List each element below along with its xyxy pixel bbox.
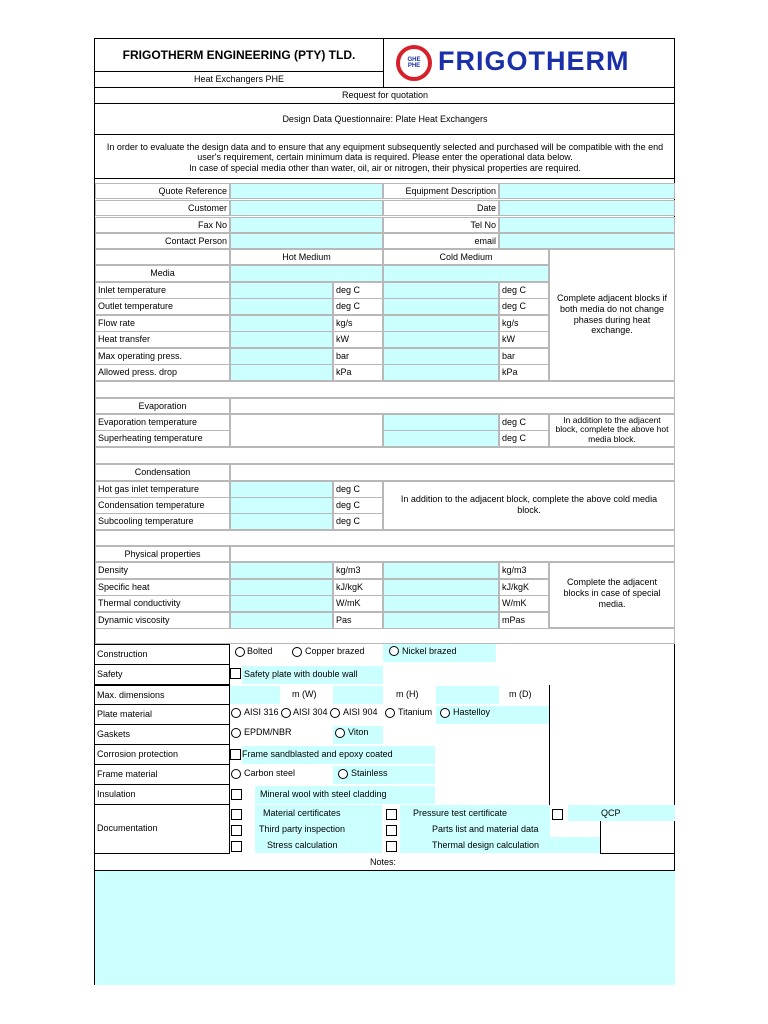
condensation-title: Condensation — [95, 464, 230, 481]
titanium-label: Titanium — [398, 707, 433, 717]
aisi-304-label: AISI 304 — [293, 707, 328, 717]
request-title: Request for quotation — [95, 88, 675, 104]
qcp-label: QCP — [601, 808, 621, 818]
physical-cold-input[interactable] — [383, 562, 499, 579]
carbon-steel-label: Carbon steel — [244, 768, 296, 778]
condensation-unit: deg C — [333, 513, 383, 530]
date-input[interactable] — [499, 200, 675, 216]
safety-checkbox[interactable] — [230, 668, 241, 679]
parts-list-checkbox[interactable] — [386, 825, 397, 836]
condensation-unit: deg C — [333, 497, 383, 514]
physical-cold-unit: W/mK — [499, 595, 549, 612]
evaporation-unit: deg C — [499, 430, 549, 447]
cold-medium-header: Cold Medium — [383, 249, 549, 265]
evaporation-title-fill — [230, 398, 675, 414]
aisi-904-label: AISI 904 — [343, 707, 378, 717]
epdm-nbr-radio[interactable] — [231, 728, 241, 738]
spacer-3 — [95, 530, 675, 546]
hot-value-input[interactable] — [230, 298, 333, 315]
customer-label: Customer — [95, 200, 230, 216]
third-party-checkbox[interactable] — [231, 825, 242, 836]
physical-cold-unit: kJ/kgK — [499, 579, 549, 596]
condensation-row-label: Condensation temperature — [95, 497, 230, 514]
physical-hot-unit: W/mK — [333, 595, 383, 612]
frame-material-label: Frame material — [95, 765, 230, 785]
notes-input[interactable] — [95, 870, 675, 985]
physical-cold-input[interactable] — [383, 595, 499, 612]
physical-hot-unit: Pas — [333, 612, 383, 629]
stress-calc-checkbox[interactable] — [231, 841, 242, 852]
cold-media-input[interactable] — [383, 265, 549, 282]
equipment-description-input[interactable] — [499, 183, 675, 199]
evaporation-title: Evaporation — [95, 398, 230, 414]
condensation-row-label: Hot gas inlet temperature — [95, 481, 230, 498]
pressure-test-checkbox[interactable] — [386, 809, 397, 820]
viton-label: Viton — [348, 727, 369, 737]
media-label: Media — [95, 265, 230, 282]
copper-brazed-label: Copper brazed — [305, 646, 365, 656]
cold-unit: deg C — [499, 282, 549, 299]
cold-value-input[interactable] — [383, 364, 499, 381]
evaporation-unit: deg C — [499, 414, 549, 431]
corrosion-checkbox[interactable] — [230, 749, 241, 760]
bolted-label: Bolted — [247, 646, 273, 656]
evaporation-value-input[interactable] — [383, 414, 499, 431]
height-input[interactable] — [333, 686, 383, 704]
physical-hot-input[interactable] — [230, 562, 333, 579]
cold-value-input[interactable] — [383, 298, 499, 315]
physical-row-label: Specific heat — [95, 579, 230, 596]
height-unit: m (H) — [396, 689, 419, 699]
condensation-title-fill — [230, 464, 675, 481]
third-party-label: Third party inspection — [259, 824, 346, 834]
hot-value-input[interactable] — [230, 331, 333, 348]
evaporation-hot-blank — [230, 414, 383, 447]
hot-value-input[interactable] — [230, 282, 333, 299]
tel-no-label: Tel No — [383, 217, 499, 233]
media-row-label: Heat transfer — [95, 331, 230, 348]
logo — [384, 39, 675, 88]
fax-no-label: Fax No — [95, 217, 230, 233]
fax-no-input[interactable] — [230, 217, 383, 233]
depth-unit: m (D) — [509, 689, 532, 699]
media-row-label: Outlet temperature — [95, 298, 230, 315]
insulation-label: Insulation — [95, 785, 230, 805]
dimension-right-blank — [549, 685, 675, 805]
condensation-unit: deg C — [333, 481, 383, 498]
spacer-2 — [95, 447, 675, 464]
intro-special-media: In case of special media other than water, oil, air or nitrogen, their physical properties are required. — [189, 162, 581, 173]
company-name: FRIGOTHERM ENGINEERING (PTY) TLD. — [95, 39, 384, 72]
cold-unit: deg C — [499, 298, 549, 315]
aisi-316-label: AISI 316 — [244, 707, 279, 717]
width-input[interactable] — [230, 686, 280, 704]
evaporation-note: In addition to the adjacent block, complete the above hot media block. — [549, 414, 675, 447]
product-line: Heat Exchangers PHE — [95, 72, 384, 88]
carbon-steel-radio[interactable] — [231, 769, 241, 779]
email-input[interactable] — [499, 233, 675, 249]
media-corner — [95, 249, 230, 265]
titanium-radio[interactable] — [385, 708, 395, 718]
nickel-brazed-radio-front[interactable] — [389, 646, 399, 656]
nickel-brazed-label: Nickel brazed — [402, 646, 457, 656]
media-note: Complete adjacent blocks if both media do not change phases during heat exchange. — [549, 249, 675, 381]
hot-value-input[interactable] — [230, 364, 333, 381]
stainless-radio[interactable] — [338, 769, 348, 779]
physical-cold-input[interactable] — [383, 612, 499, 629]
aisi-904-radio[interactable] — [330, 708, 340, 718]
physical-hot-unit: kg/m3 — [333, 562, 383, 579]
viton-radio[interactable] — [335, 728, 345, 738]
frame-sandblasted-label: Frame sandblasted and epoxy coated — [242, 749, 393, 759]
documentation-label: Documentation — [95, 805, 230, 854]
documentation-right-blank — [600, 821, 675, 854]
cold-value-input[interactable] — [383, 315, 499, 332]
stress-calc-label: Stress calculation — [267, 840, 338, 850]
hot-value-input[interactable] — [230, 348, 333, 365]
notes-label: Notes: — [370, 857, 397, 867]
condensation-row-label: Subcooling temperature — [95, 513, 230, 530]
insulation-checkbox[interactable] — [231, 789, 242, 800]
evaporation-row-label: Evaporation temperature — [95, 414, 230, 431]
max-dimensions-label: Max. dimensions — [95, 685, 230, 705]
safety-plate-label: Safety plate with double wall — [244, 669, 358, 679]
plate-material-label: Plate material — [95, 705, 230, 725]
aisi-316-radio[interactable] — [231, 708, 241, 718]
hot-unit: kg/s — [333, 315, 383, 332]
cold-unit: bar — [499, 348, 549, 365]
email-label: email — [383, 233, 499, 249]
copper-brazed-radio[interactable] — [292, 647, 302, 657]
contact-person-label: Contact Person — [95, 233, 230, 249]
qcp-checkbox[interactable] — [552, 809, 563, 820]
physical-hot-input[interactable] — [230, 579, 333, 596]
customer-input[interactable] — [230, 200, 383, 216]
date-label: Date — [383, 200, 499, 216]
hastelloy-radio[interactable] — [440, 708, 450, 718]
spacer-4 — [95, 628, 675, 644]
physical-hot-input[interactable] — [230, 595, 333, 612]
evaporation-value-input[interactable] — [383, 430, 499, 447]
spacer-1 — [95, 381, 675, 398]
logo-badge-text: GHE PHE — [407, 57, 421, 69]
mineral-wool-label: Mineral wool with steel cladding — [260, 789, 387, 799]
physical-row-label: Thermal conductivity — [95, 595, 230, 612]
width-unit: m (W) — [292, 689, 317, 699]
hot-unit: kW — [333, 331, 383, 348]
questionnaire-title: Design Data Questionnaire: Plate Heat Exchangers — [95, 104, 675, 135]
material-certificates-checkbox[interactable] — [231, 809, 242, 820]
quote-reference-input[interactable] — [230, 183, 383, 199]
physical-cold-input[interactable] — [383, 579, 499, 596]
hot-unit: bar — [333, 348, 383, 365]
physical-note: Complete the adjacent blocks in case of special media. — [549, 562, 675, 628]
logo-text: FRIGOTHERM — [438, 46, 630, 76]
pressure-test-label: Pressure test certificate — [413, 808, 508, 818]
physical-hot-unit: kJ/kgK — [333, 579, 383, 596]
parts-list-label: Parts list and material data — [432, 824, 539, 834]
physical-row-label: Dynamic viscosity — [95, 612, 230, 629]
stainless-label: Stainless — [351, 768, 388, 778]
epdm-nbr-label: EPDM/NBR — [244, 727, 292, 737]
thermal-design-checkbox[interactable] — [386, 841, 397, 852]
evaporation-row-label: Superheating temperature — [95, 430, 230, 447]
tel-no-input[interactable] — [499, 217, 675, 233]
condensation-note: In addition to the adjacent block, complete the above cold media block. — [383, 481, 675, 530]
material-certificates-label: Material certificates — [263, 808, 341, 818]
cold-value-input[interactable] — [383, 331, 499, 348]
physical-row-label: Density — [95, 562, 230, 579]
media-row-label: Inlet temperature — [95, 282, 230, 299]
cold-value-input[interactable] — [383, 348, 499, 365]
physical-hot-input[interactable] — [230, 612, 333, 629]
gaskets-label: Gaskets — [95, 725, 230, 745]
hot-unit: deg C — [333, 298, 383, 315]
hot-media-input[interactable] — [230, 265, 383, 282]
condensation-value-input[interactable] — [230, 497, 333, 514]
questionnaire-form — [94, 38, 675, 985]
hot-unit: kPa — [333, 364, 383, 381]
logo-badge-icon — [396, 45, 432, 81]
physical-cold-unit: mPas — [499, 612, 549, 629]
condensation-value-input[interactable] — [230, 513, 333, 530]
physical-title-fill — [230, 546, 675, 562]
bolted-radio[interactable] — [235, 647, 245, 657]
depth-input[interactable] — [436, 686, 499, 704]
hot-value-input[interactable] — [230, 315, 333, 332]
physical-title: Physical properties — [95, 546, 230, 562]
cold-unit: kPa — [499, 364, 549, 381]
cold-value-input[interactable] — [383, 282, 499, 299]
intro-paragraph: In order to evaluate the design data and to ensure that any equipment subsequently selected and purchased will be compatible with the end user's requirement, certain minimum data is required. Please enter the operational data below. — [106, 142, 664, 163]
media-row-label: Allowed press. drop — [95, 364, 230, 381]
cold-unit: kW — [499, 331, 549, 348]
corrosion-protection-label: Corrosion protection — [95, 745, 230, 765]
media-row-label: Max operating press. — [95, 348, 230, 365]
quote-reference-label: Quote Reference — [95, 183, 230, 199]
construction-label: Construction — [95, 644, 230, 665]
hastelloy-label: Hastelloy — [453, 707, 491, 717]
hot-medium-header: Hot Medium — [230, 249, 383, 265]
thermal-design-label: Thermal design calculation — [432, 840, 540, 850]
equipment-description-label: Equipment Description — [383, 183, 499, 199]
media-row-label: Flow rate — [95, 315, 230, 332]
qcp-cell — [568, 805, 675, 821]
hot-unit: deg C — [333, 282, 383, 299]
aisi-304-radio[interactable] — [281, 708, 291, 718]
intro-text — [95, 135, 675, 179]
physical-cold-unit: kg/m3 — [499, 562, 549, 579]
contact-person-input[interactable] — [230, 233, 383, 249]
cold-unit: kg/s — [499, 315, 549, 332]
condensation-value-input[interactable] — [230, 481, 333, 498]
safety-label: Safety — [95, 665, 230, 685]
